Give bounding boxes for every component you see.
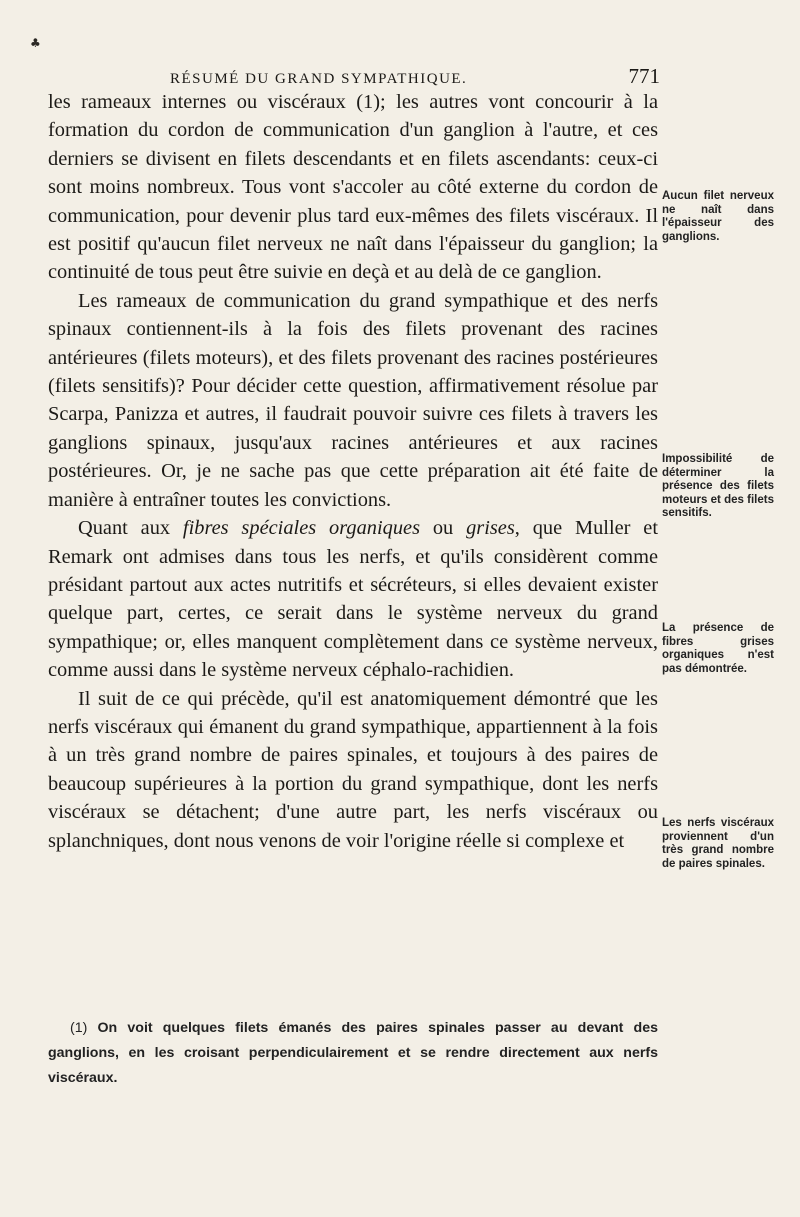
paragraph-3-rest: , que Muller et Remark ont admises dans tous les nerfs, et qu'ils considèrent comme présidant partout aux actes nutritifs et sécréteurs, si elles devaient exister quelque part, certes, ce serait dans le système nerveux du grand sympathique; or, elles manquent complètement dans ce système nerveux, comme aussi dans le système nerveux céphalo-rachidien.: [48, 517, 659, 682]
margin-note-3: La présence de fibres grises organiques n'est pas démontrée.: [662, 622, 774, 675]
margin-note-1: Aucun filet nerveux ne naît dans l'épaisseur des ganglions.: [662, 190, 774, 243]
paragraph-3: [48, 514, 658, 684]
paragraph-2: Les rameaux de communication du grand sympathique et des nerfs spinaux contiennent-ils à la fois des filets provenant des racines antérieures (filets moteurs), et des filets provenant des racines postérieures (filets sensitifs)? Pour décider cette question, affirmativement résolue par Scarpa, Panizza et autres, il faudrait pouvoir suivre ces filets à travers les ganglions spinaux, jusqu'aux racines antérieures et aux racines postérieures. Or, je ne sache pas que cette préparation ait été faite de manière à entraîner toutes les convictions.: [48, 289, 658, 511]
italic-term-grises: grises: [466, 517, 515, 540]
paragraph-3-start: Quant aux: [78, 517, 183, 540]
main-text: [48, 88, 658, 855]
page-header: [170, 64, 660, 89]
footnote: [48, 1016, 658, 1091]
paragraph-1: les rameaux internes ou viscéraux (1); les autres vont concourir à la formation du cordon de communication d'un ganglion à l'autre, et ces derniers se divisent en filets descendants et en filets ascendants: ceux-ci sont moins nombreux. Tous vont s'accoler au côté externe du cordon de communication, pour devenir plus tard eux-mêmes des filets viscéraux. Il est positif qu'aucun filet nerveux ne naît dans l'épaisseur du ganglion; la continuité de tous peut être suivie en deçà et au delà de ce ganglion.: [48, 91, 658, 284]
corner-ornament: ♣: [30, 36, 41, 50]
italic-term-fibres: fibres spéciales organiques: [182, 517, 421, 540]
running-head: RÉSUMÉ DU GRAND SYMPATHIQUE.: [170, 71, 468, 87]
footnote-text: On voit quelques filets émanés des paires spinales passer au devant des ganglions, en les croisant perpendiculairement et se rendre directement aux nerfs viscéraux.: [48, 1020, 658, 1086]
margin-note-4: Les nerfs viscéraux proviennent d'un très grand nombre de paires spinales.: [662, 817, 774, 870]
page-number: 771: [628, 64, 660, 88]
paragraph-4: Il suit de ce qui précède, qu'il est anatomiquement démontré que les nerfs viscéraux qui émanent du grand sympathique, appartiennent à la fois à un très grand nombre de paires spinales, et toujours à des paires de beaucoup supérieures à la portion du grand sympathique, dont les nerfs viscéraux se détachent; d'une autre part, les nerfs viscéraux ou splanchniques, dont nous venons de voir l'origine réelle si complexe et: [48, 687, 658, 852]
footnote-mark: (1): [70, 1020, 88, 1036]
paragraph-3-conjunction: ou: [420, 517, 467, 540]
margin-note-2: Impossibilité de déterminer la présence des filets moteurs et des filets sensitifs.: [662, 453, 774, 519]
